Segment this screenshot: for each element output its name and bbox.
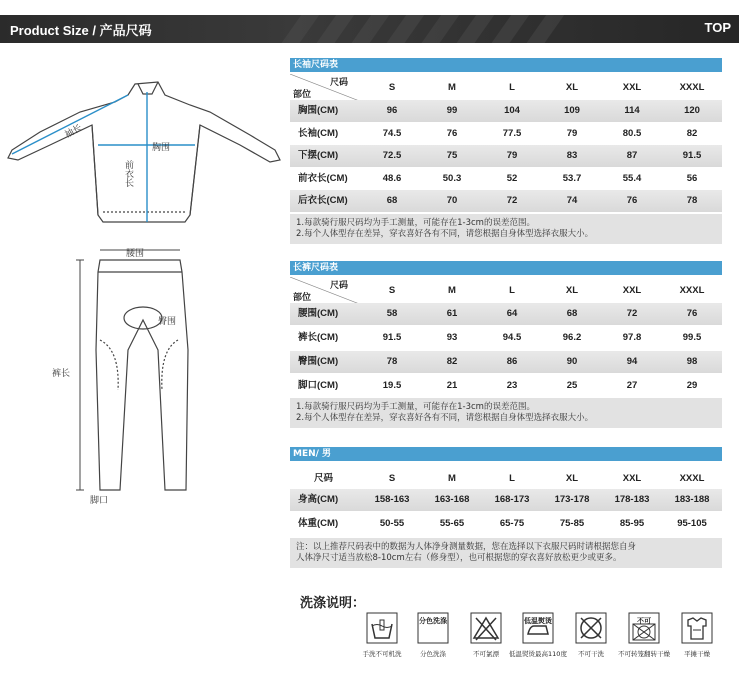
- table-cell: 74.5: [382, 127, 402, 139]
- size-header-s: S: [388, 473, 396, 484]
- pants-note-1: 1.每款骑行服尺码均为手工测量，可能存在1-3cm的误差范围。: [296, 402, 535, 412]
- jersey-table-title: 长袖尺码表: [290, 58, 722, 72]
- table-cell: 76: [686, 308, 698, 319]
- table-cell: 68: [566, 308, 578, 319]
- table-cell: 83: [566, 150, 578, 161]
- table-cell: 168-173: [494, 494, 530, 505]
- corner-size: 尺码: [329, 78, 348, 88]
- table-cell: 61: [446, 308, 458, 319]
- size-header-xxl: XXL: [622, 82, 642, 93]
- table-cell: 64: [506, 308, 518, 319]
- table-cell: 55-65: [439, 518, 465, 529]
- row-label: 臀围(CM): [298, 356, 339, 367]
- top-link[interactable]: TOP: [704, 20, 731, 35]
- table-cell: 109: [564, 105, 580, 116]
- pants-drawing: [96, 260, 188, 490]
- size-header-xl: XL: [565, 82, 579, 93]
- table-cell: 99: [446, 105, 458, 116]
- row-label: 后衣长(CM): [298, 195, 348, 206]
- table-cell: 52: [506, 172, 518, 184]
- low-iron-icon: [522, 612, 554, 644]
- table-cell: 86: [506, 356, 518, 367]
- table-cell: 78: [386, 356, 398, 367]
- table-row: [290, 303, 722, 325]
- wash-icon-text: 低温熨烫: [524, 617, 552, 625]
- table-cell: 98: [686, 356, 698, 367]
- size-header-m: M: [448, 285, 456, 296]
- table-cell: 29: [686, 380, 698, 391]
- table-cell: 72: [626, 308, 638, 319]
- table-cell: 99.5: [682, 332, 702, 343]
- pants-size-table: [290, 277, 722, 397]
- wash-item: [614, 612, 674, 658]
- table-row: [290, 513, 722, 535]
- table-row: [290, 123, 722, 145]
- jersey-note-1: 1.每款骑行服尺码均为手工测量，可能存在1-3cm的误差范围。: [296, 218, 535, 228]
- men-note-1: 注：以上推荐尺码表中的数据为人体净身测量数据，您在选择以下衣服尺码时请根据您自身: [296, 542, 637, 552]
- table-row: [290, 327, 722, 349]
- table-cell: 104: [504, 105, 520, 116]
- no-tumble-dry-icon: [628, 612, 660, 644]
- wash-icon-text: 分色洗涤: [419, 617, 447, 625]
- corner-label: 尺码: [314, 473, 334, 484]
- size-header-l: L: [509, 285, 515, 296]
- hem-label: 脚口: [90, 496, 109, 506]
- table-cell: 72.5: [382, 150, 402, 161]
- wash-item: [508, 612, 568, 658]
- size-header-m: M: [448, 82, 456, 93]
- table-cell: 53.7: [562, 172, 582, 184]
- table-cell: 87: [626, 150, 638, 161]
- pants-length-label: 裤长: [52, 369, 71, 379]
- table-cell: 163-168: [434, 494, 470, 505]
- pants-note-2: 2.每个人体型存在差异，穿衣喜好各有不同，请您根据自身体型选择衣服大小。: [296, 413, 594, 423]
- wash-label: 不可氯漂: [473, 650, 499, 658]
- wash-item: [456, 612, 516, 658]
- table-cell: 56: [686, 172, 698, 184]
- corner-size: 尺码: [329, 281, 348, 291]
- flat-dry-icon: [681, 612, 713, 644]
- wash-item: [561, 612, 621, 658]
- hip-label: 臀围: [158, 317, 177, 327]
- jersey-note-2: 2.每个人体型存在差异，穿衣喜好各有不同，请您根据自身体型选择衣服大小。: [296, 229, 594, 239]
- table-cell: 93: [446, 332, 458, 343]
- table-cell: 120: [684, 105, 700, 116]
- size-header-row: [290, 468, 722, 490]
- table-cell: 25: [566, 380, 578, 391]
- separate-wash-icon: [417, 612, 449, 644]
- table-cell: 183-188: [674, 494, 710, 505]
- chest-label: 胸围: [152, 143, 171, 153]
- waist-label: 腰围: [126, 249, 145, 259]
- page-title: Product Size / 产品尺码: [10, 23, 152, 38]
- size-header-l: L: [509, 473, 515, 484]
- table-row: [290, 489, 722, 511]
- size-header-xl: XL: [565, 285, 579, 296]
- jersey-measure-lines: [12, 92, 195, 222]
- table-cell: 58: [386, 308, 398, 319]
- table-cell: 96.2: [562, 332, 582, 343]
- table-cell: 96: [386, 105, 398, 116]
- table-row: [290, 100, 722, 122]
- table-cell: 158-163: [374, 494, 410, 505]
- size-header-s: S: [388, 285, 396, 296]
- men-size-table: [290, 465, 722, 537]
- table-cell: 55.4: [622, 172, 642, 184]
- wash-label: 低温熨烫最高110度: [509, 650, 567, 658]
- table-cell: 65-75: [499, 518, 525, 529]
- hand-wash-icon: [366, 612, 398, 644]
- size-header-row: [290, 77, 722, 99]
- table-cell: 78: [686, 195, 698, 206]
- size-header-s: S: [388, 82, 396, 93]
- table-row: [290, 168, 722, 190]
- size-header-l: L: [509, 82, 515, 93]
- no-dry-clean-icon: [575, 612, 607, 644]
- washing-title: 洗涤说明：: [300, 596, 366, 611]
- jersey-and-pants-drawing: [0, 50, 290, 510]
- row-label: 腰围(CM): [298, 308, 339, 319]
- row-label: 身高(CM): [298, 494, 339, 505]
- men-note-2: 人体净尺寸适当放松8-10cm左右（修身型），也可根据您的穿衣喜好放松更少或更多。: [296, 553, 622, 563]
- table-cell: 95-105: [677, 518, 707, 529]
- table-cell: 91.5: [682, 150, 702, 161]
- size-header-xl: XL: [565, 473, 579, 484]
- table-cell: 77.5: [502, 127, 522, 139]
- pants-measure-lines: [76, 250, 180, 490]
- header-bar: [0, 15, 739, 43]
- wash-label: 手洗不可机洗: [362, 650, 402, 658]
- wash-label: 平摊干燥: [684, 650, 710, 658]
- table-row: [290, 375, 722, 397]
- table-cell: 85-95: [619, 518, 645, 529]
- size-header-xxxl: XXXL: [679, 82, 705, 93]
- table-cell: 94: [626, 356, 638, 367]
- size-header-m: M: [448, 473, 456, 484]
- table-cell: 72: [506, 195, 518, 206]
- row-label: 体重(CM): [298, 518, 339, 529]
- table-cell: 94.5: [502, 332, 522, 343]
- garment-illustrations: [0, 50, 290, 510]
- wash-item: [403, 612, 463, 658]
- corner-part: 部位: [293, 293, 312, 303]
- jersey-drawing: [8, 82, 280, 222]
- wash-item: [667, 612, 727, 658]
- wash-label: 不可干洗: [578, 650, 604, 658]
- wash-icon-text: 不可: [637, 617, 651, 625]
- table-cell: 97.8: [622, 332, 642, 343]
- table-cell: 48.6: [382, 172, 402, 184]
- size-header-xxl: XXL: [622, 285, 642, 296]
- table-cell: 114: [624, 105, 640, 116]
- table-cell: 79: [506, 150, 518, 161]
- table-cell: 27: [626, 380, 638, 391]
- size-header-xxxl: XXXL: [679, 473, 705, 484]
- table-cell: 74: [566, 195, 578, 206]
- table-cell: 178-183: [614, 494, 650, 505]
- table-cell: 90: [566, 356, 578, 367]
- row-label: 前衣长(CM): [298, 172, 348, 184]
- row-label: 长袖(CM): [298, 127, 339, 139]
- size-header-xxxl: XXXL: [679, 285, 705, 296]
- table-cell: 50-55: [379, 518, 405, 529]
- table-cell: 75-85: [559, 518, 585, 529]
- table-cell: 91.5: [382, 332, 402, 343]
- table-cell: 23: [506, 380, 518, 391]
- table-cell: 76: [626, 195, 638, 206]
- row-label: 裤长(CM): [298, 332, 339, 343]
- men-notes: [290, 538, 722, 568]
- size-header-row: [290, 280, 722, 302]
- table-cell: 76: [446, 127, 458, 139]
- table-cell: 79: [566, 127, 578, 139]
- table-cell: 82: [686, 127, 698, 139]
- size-header-xxl: XXL: [622, 473, 642, 484]
- header-stripes: [280, 15, 580, 43]
- table-cell: 70: [446, 195, 458, 206]
- table-row: [290, 351, 722, 373]
- pants-notes: [290, 398, 722, 428]
- wash-label: 不可转笼翻转干燥: [618, 650, 670, 658]
- jersey-notes: [290, 214, 722, 244]
- corner-part: 部位: [293, 90, 312, 100]
- no-bleach-icon: [470, 612, 502, 644]
- front-length-label: 前衣长: [123, 160, 133, 187]
- row-label: 脚口(CM): [298, 380, 339, 391]
- table-row: [290, 190, 722, 212]
- row-label: 下摆(CM): [298, 150, 339, 161]
- table-row: [290, 145, 722, 167]
- table-cell: 50.3: [442, 172, 462, 184]
- table-cell: 173-178: [554, 494, 590, 505]
- table-cell: 19.5: [382, 380, 402, 391]
- pants-table-title: 长裤尺码表: [290, 261, 722, 275]
- table-cell: 21: [446, 380, 458, 391]
- table-cell: 82: [446, 356, 458, 367]
- row-label: 胸围(CM): [298, 105, 339, 116]
- wash-label: 分色洗涤: [420, 650, 446, 658]
- table-cell: 80.5: [622, 127, 642, 139]
- table-cell: 68: [386, 195, 398, 206]
- men-table-title: MEN/ 男: [290, 447, 722, 461]
- table-cell: 75: [446, 150, 458, 161]
- sleeve-label: 袖长: [63, 123, 85, 141]
